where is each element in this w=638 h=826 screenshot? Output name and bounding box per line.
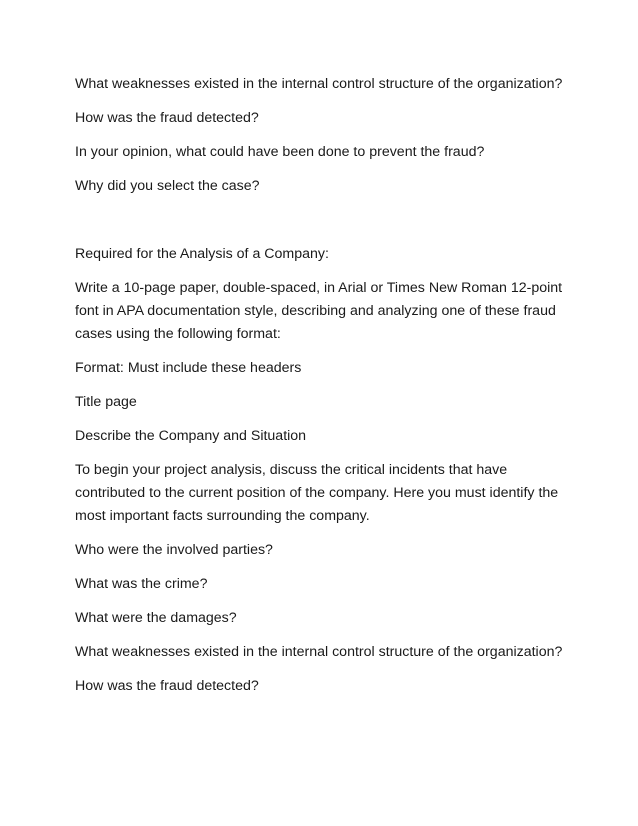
paragraph-question-damages: What were the damages? [75, 610, 237, 626]
paragraph-question-crime: What was the crime? [75, 576, 208, 592]
paragraph-question-prevention: In your opinion, what could have been done to prevent the fraud? [75, 144, 485, 160]
paragraph-question-parties: Who were the involved parties? [75, 542, 273, 558]
paragraph-describe-company: Describe the Company and Situation [75, 428, 307, 444]
paragraph-paper-instructions: Write a 10-page paper, double-spaced, in Arial or Times New Roman 12-point font in APA documentation style, describing and analyzing one of these fraud cases using the following format: [75, 280, 563, 342]
paragraph-question-detection-repeat: How was the fraud detected? [75, 678, 259, 694]
paragraph-analysis-instructions: To begin your project analysis, discuss the critical incidents that have contributed to the current position of the company. Here you must identify the most important facts surrounding the company. [75, 462, 559, 524]
document-body [75, 73, 575, 709]
paragraph-question-detection: How was the fraud detected? [75, 110, 259, 126]
paragraph-required-heading: Required for the Analysis of a Company: [75, 246, 329, 262]
paragraph-question-selection: Why did you select the case? [75, 178, 260, 194]
paragraph-title-page: Title page [75, 394, 137, 410]
paragraph-question-weaknesses-repeat: What weaknesses existed in the internal control structure of the organization? [75, 644, 563, 660]
paragraph-format-heading: Format: Must include these headers [75, 360, 302, 376]
blank-line [75, 209, 575, 243]
paragraph-question-weaknesses: What weaknesses existed in the internal control structure of the organization? [75, 76, 563, 92]
